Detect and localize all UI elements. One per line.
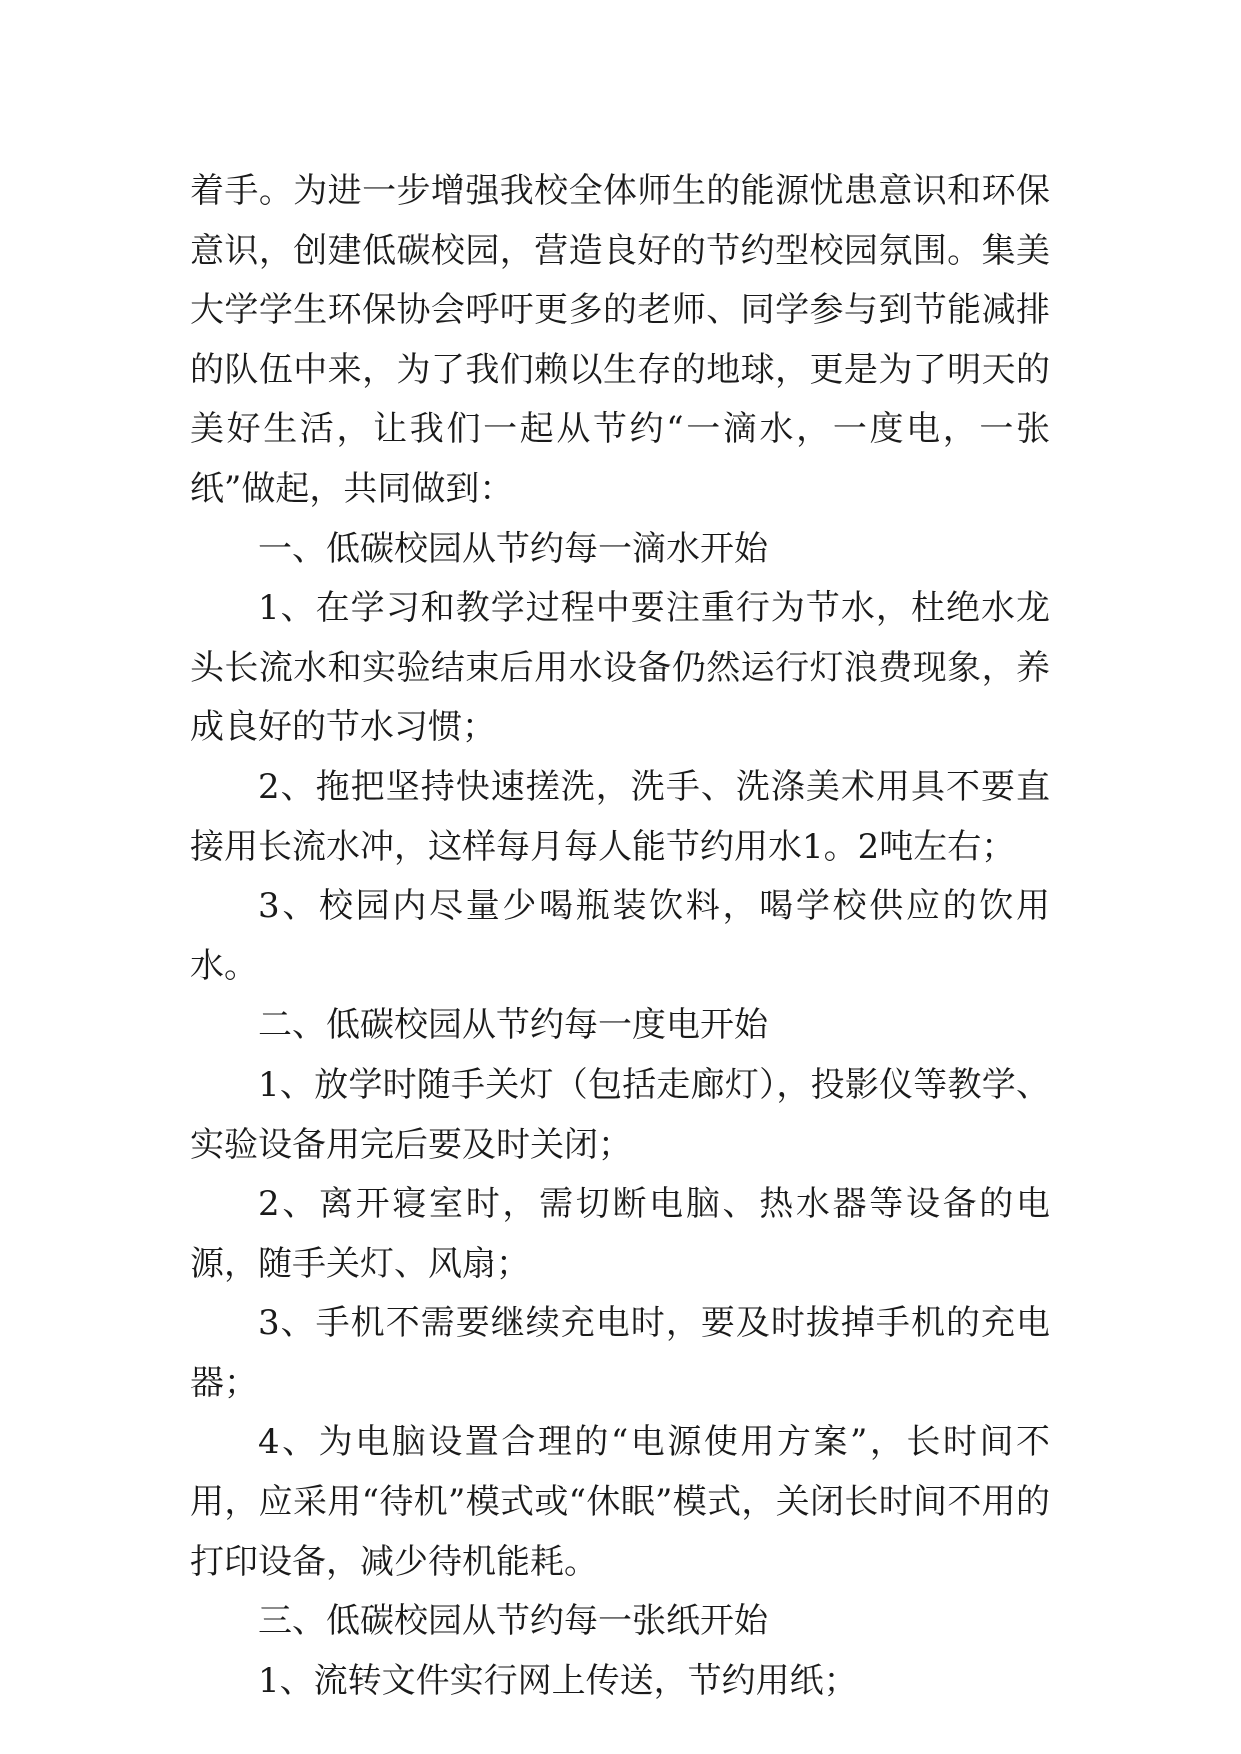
list-item-electricity-3: 3、手机不需要继续充电时，要及时拔掉手机的充电器； (190, 1303, 1050, 1403)
list-item-water-3: 3、校园内尽量少喝瓶装饮料，喝学校供应的饮用水。 (190, 886, 1050, 986)
list-item-water-1: 1、在学习和教学过程中要注重行为节水，杜绝水龙头长流水和实验结束后用水设备仍然运行灯浪费现象，养成良好的节水习惯； (190, 588, 1050, 748)
list-item-electricity-1: 1、放学时随手关灯（包括走廊灯），投影仪等教学、实验设备用完后要及时关闭； (190, 1064, 1050, 1165)
list-item-electricity-2: 2、离开寝室时，需切断电脑、热水器等设备的电源，随手关灯、风扇； (190, 1184, 1050, 1284)
section-heading-electricity: 二、低碳校园从节约每一度电开始 (258, 1005, 768, 1046)
paragraph-intro: 着手。为进一步增强我校全体师生的能源忧患意识和环保意识，创建低碳校园，营造良好的节约型校园氛围。集美大学学生环保协会呼吁更多的老师、同学参与到节能减排的队伍中来，为了我们赖以生存的地球，更是为了明天的美好生活，让我们一起从节约“一滴水，一度电，一张纸”做起，共同做到： (190, 171, 1050, 509)
document-body (190, 162, 1050, 1711)
list-item-water-2: 2、拖把坚持快速搓洗，洗手、洗涤美术用具不要直接用长流水冲，这样每月每人能节约用水1。2吨左右； (190, 766, 1050, 867)
section-heading-water: 一、低碳校园从节约每一滴水开始 (258, 528, 768, 569)
list-item-electricity-4: 4、为电脑设置合理的“电源使用方案”，长时间不用，应采用“待机”模式或“休眠”模式，关闭长时间不用的打印设备，减少待机能耗。 (190, 1422, 1050, 1582)
section-heading-paper: 三、低碳校园从节约每一张纸开始 (258, 1601, 768, 1642)
list-item-paper-1: 1、流转文件实行网上传送，节约用纸； (258, 1660, 858, 1701)
